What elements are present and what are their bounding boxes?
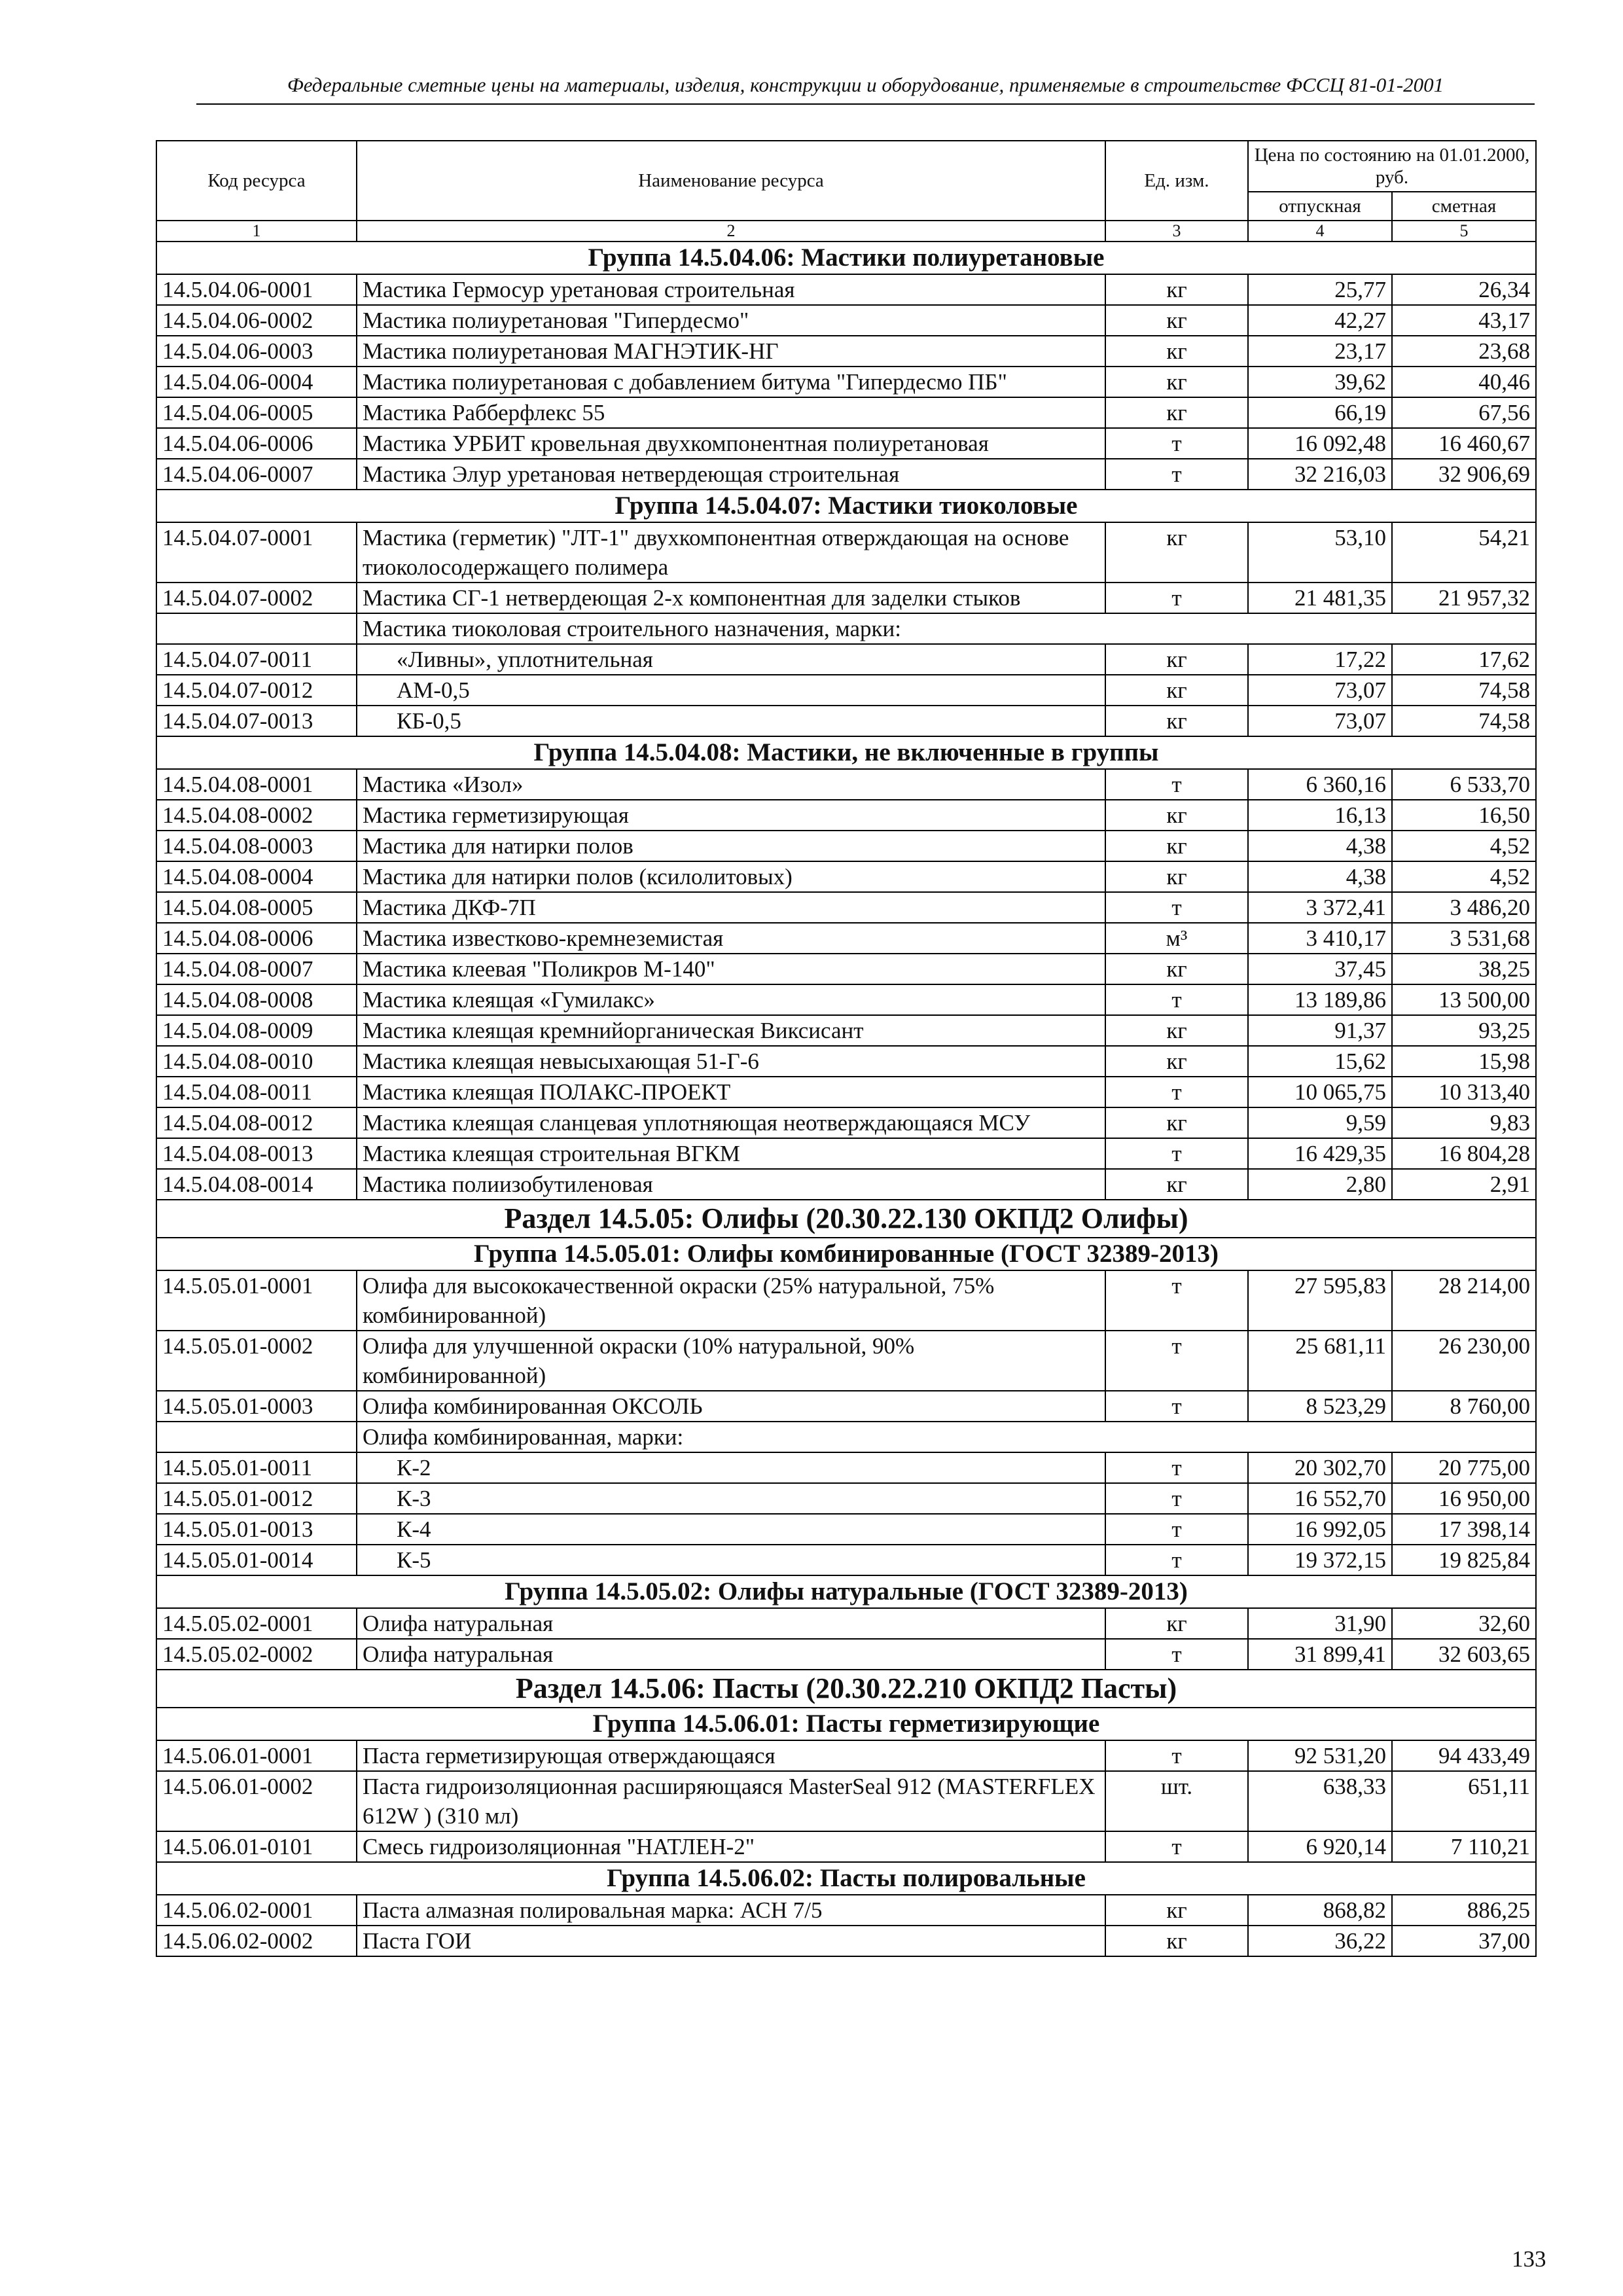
table-row xyxy=(156,1608,1536,1639)
release-price: 73,07 xyxy=(1248,675,1392,706)
table-header-row xyxy=(156,141,1536,192)
estimate-price: 15,98 xyxy=(1392,1046,1536,1077)
release-price: 9,59 xyxy=(1248,1107,1392,1138)
estimate-price: 40,46 xyxy=(1392,367,1536,397)
resource-code: 14.5.04.08-0011 xyxy=(156,1077,357,1107)
group-row xyxy=(156,1575,1536,1608)
resource-code: 14.5.04.08-0010 xyxy=(156,1046,357,1077)
column-header-unit: Ед. изм. xyxy=(1105,141,1248,221)
resource-code: 14.5.04.06-0004 xyxy=(156,367,357,397)
table-row xyxy=(156,1391,1536,1422)
table-row xyxy=(156,675,1536,706)
resource-code: 14.5.04.08-0006 xyxy=(156,923,357,954)
unit-cell: кг xyxy=(1105,831,1248,861)
unit-cell: т xyxy=(1105,1391,1248,1422)
resource-name: К-3 xyxy=(357,1483,1105,1514)
estimate-price: 19 825,84 xyxy=(1392,1545,1536,1575)
resource-code: 14.5.06.02-0002 xyxy=(156,1926,357,1956)
estimate-price: 23,68 xyxy=(1392,336,1536,367)
release-price: 31 899,41 xyxy=(1248,1639,1392,1670)
resource-code: 14.5.04.07-0013 xyxy=(156,706,357,736)
unit-cell: кг xyxy=(1105,336,1248,367)
unit-cell: кг xyxy=(1105,1015,1248,1046)
resource-name: К-4 xyxy=(357,1514,1105,1545)
resource-code: 14.5.04.06-0001 xyxy=(156,274,357,305)
group-title: Группа 14.5.04.08: Мастики, не включенные в группы xyxy=(156,736,1536,769)
group-title: Группа 14.5.04.06: Мастики полиуретановые xyxy=(156,242,1536,274)
estimate-price: 16,50 xyxy=(1392,800,1536,831)
estimate-price: 74,58 xyxy=(1392,675,1536,706)
estimate-price: 20 775,00 xyxy=(1392,1452,1536,1483)
unit-cell: м³ xyxy=(1105,923,1248,954)
table-row xyxy=(156,1740,1536,1771)
estimate-price: 6 533,70 xyxy=(1392,769,1536,800)
column-number: 3 xyxy=(1105,221,1248,242)
group-title: Группа 14.5.06.02: Пасты полировальные xyxy=(156,1862,1536,1895)
estimate-price: 28 214,00 xyxy=(1392,1270,1536,1331)
table-row xyxy=(156,367,1536,397)
estimate-price: 38,25 xyxy=(1392,954,1536,984)
release-price: 39,62 xyxy=(1248,367,1392,397)
column-number: 4 xyxy=(1248,221,1392,242)
resource-name: Мастика полиуретановая "Гипердесмо" xyxy=(357,305,1105,336)
estimate-price: 3 486,20 xyxy=(1392,892,1536,923)
group-title: Группа 14.5.06.01: Пасты герметизирующие xyxy=(156,1708,1536,1740)
unit-cell: т xyxy=(1105,984,1248,1015)
unit-cell: кг xyxy=(1105,1169,1248,1200)
resource-code: 14.5.04.08-0004 xyxy=(156,861,357,892)
table-row xyxy=(156,459,1536,490)
table-row xyxy=(156,522,1536,583)
resource-name: К-5 xyxy=(357,1545,1105,1575)
release-price: 20 302,70 xyxy=(1248,1452,1392,1483)
table-row xyxy=(156,1169,1536,1200)
empty-cell xyxy=(156,1422,357,1452)
resource-code: 14.5.06.01-0001 xyxy=(156,1740,357,1771)
unit-cell: т xyxy=(1105,1077,1248,1107)
table-row xyxy=(156,923,1536,954)
table-row xyxy=(156,769,1536,800)
release-price: 8 523,29 xyxy=(1248,1391,1392,1422)
header-rule xyxy=(196,103,1535,105)
resource-name: Мастика для натирки полов xyxy=(357,831,1105,861)
table-row xyxy=(156,1331,1536,1391)
estimate-price: 26 230,00 xyxy=(1392,1331,1536,1391)
resource-name: Мастика полиизобутиленовая xyxy=(357,1169,1105,1200)
resource-name: АМ-0,5 xyxy=(357,675,1105,706)
table-row xyxy=(156,1771,1536,1831)
table-row xyxy=(156,1926,1536,1956)
unit-cell: т xyxy=(1105,1483,1248,1514)
section-row xyxy=(156,1200,1536,1238)
estimate-price: 16 950,00 xyxy=(1392,1483,1536,1514)
resource-code: 14.5.04.08-0007 xyxy=(156,954,357,984)
table-row xyxy=(156,984,1536,1015)
estimate-price: 37,00 xyxy=(1392,1926,1536,1956)
table-row xyxy=(156,892,1536,923)
unit-cell: кг xyxy=(1105,367,1248,397)
resource-name: Мастика клеящая «Гумилакс» xyxy=(357,984,1105,1015)
column-header-estimate: сметная xyxy=(1392,192,1536,221)
group-row xyxy=(156,242,1536,274)
estimate-price: 3 531,68 xyxy=(1392,923,1536,954)
estimate-price: 32,60 xyxy=(1392,1608,1536,1639)
resource-name: Мастика клеящая ПОЛАКС-ПРОЕКТ xyxy=(357,1077,1105,1107)
resource-name: Смесь гидроизоляционная "НАТЛЕН-2" xyxy=(357,1831,1105,1862)
unit-cell: кг xyxy=(1105,1926,1248,1956)
estimate-price: 9,83 xyxy=(1392,1107,1536,1138)
group-row xyxy=(156,1862,1536,1895)
estimate-price: 2,91 xyxy=(1392,1169,1536,1200)
resource-code: 14.5.04.07-0001 xyxy=(156,522,357,583)
resource-name: Мастика «Изол» xyxy=(357,769,1105,800)
resource-code: 14.5.04.06-0006 xyxy=(156,428,357,459)
resource-code: 14.5.04.08-0001 xyxy=(156,769,357,800)
release-price: 42,27 xyxy=(1248,305,1392,336)
unit-cell: кг xyxy=(1105,800,1248,831)
unit-cell: кг xyxy=(1105,861,1248,892)
estimate-price: 74,58 xyxy=(1392,706,1536,736)
resource-name: Мастика для натирки полов (ксилолитовых) xyxy=(357,861,1105,892)
unit-cell: кг xyxy=(1105,305,1248,336)
table-row xyxy=(156,1452,1536,1483)
unit-cell: кг xyxy=(1105,1608,1248,1639)
resource-code: 14.5.05.02-0002 xyxy=(156,1639,357,1670)
column-number-row xyxy=(156,221,1536,242)
estimate-price: 43,17 xyxy=(1392,305,1536,336)
release-price: 32 216,03 xyxy=(1248,459,1392,490)
resource-name: Олифа комбинированная ОКСОЛЬ xyxy=(357,1391,1105,1422)
table-row xyxy=(156,706,1536,736)
unit-cell: т xyxy=(1105,1545,1248,1575)
release-price: 19 372,15 xyxy=(1248,1545,1392,1575)
release-price: 91,37 xyxy=(1248,1015,1392,1046)
release-price: 17,22 xyxy=(1248,644,1392,675)
resource-code: 14.5.05.01-0011 xyxy=(156,1452,357,1483)
release-price: 13 189,86 xyxy=(1248,984,1392,1015)
release-price: 3 372,41 xyxy=(1248,892,1392,923)
estimate-price: 17 398,14 xyxy=(1392,1514,1536,1545)
resource-name: Олифа натуральная xyxy=(357,1639,1105,1670)
unit-cell: т xyxy=(1105,1831,1248,1862)
resource-name: Мастика УРБИТ кровельная двухкомпонентная полиуретановая xyxy=(357,428,1105,459)
release-price: 15,62 xyxy=(1248,1046,1392,1077)
column-number: 1 xyxy=(156,221,357,242)
group-row xyxy=(156,736,1536,769)
estimate-price: 17,62 xyxy=(1392,644,1536,675)
group-title: Группа 14.5.04.07: Мастики тиоколовые xyxy=(156,490,1536,522)
estimate-price: 16 460,67 xyxy=(1392,428,1536,459)
resource-code: 14.5.06.01-0101 xyxy=(156,1831,357,1862)
unit-cell: кг xyxy=(1105,274,1248,305)
section-row xyxy=(156,1670,1536,1708)
release-price: 2,80 xyxy=(1248,1169,1392,1200)
unit-cell: кг xyxy=(1105,1107,1248,1138)
estimate-price: 886,25 xyxy=(1392,1895,1536,1926)
release-price: 16 092,48 xyxy=(1248,428,1392,459)
resource-name: Мастика клеящая сланцевая уплотняющая неотверждающаяся МСУ xyxy=(357,1107,1105,1138)
unit-cell: кг xyxy=(1105,706,1248,736)
release-price: 37,45 xyxy=(1248,954,1392,984)
resource-name: Паста гидроизоляционная расширяющаяся MasterSeal 912 (MASTERFLEX 612W ) (310 мл) xyxy=(357,1771,1105,1831)
resource-name: Мастика известково-кремнеземистая xyxy=(357,923,1105,954)
release-price: 638,33 xyxy=(1248,1771,1392,1831)
resource-code: 14.5.05.02-0001 xyxy=(156,1608,357,1639)
unit-cell: кг xyxy=(1105,954,1248,984)
resource-name: Мастика (герметик) "ЛТ-1" двухкомпонентная отверждающая на основе тиоколосодержащего полимера xyxy=(357,522,1105,583)
unit-cell: кг xyxy=(1105,1046,1248,1077)
release-price: 27 595,83 xyxy=(1248,1270,1392,1331)
resource-code: 14.5.04.06-0007 xyxy=(156,459,357,490)
column-header-price: Цена по состоянию на 01.01.2000, руб. xyxy=(1248,141,1536,192)
table-row xyxy=(156,397,1536,428)
release-price: 73,07 xyxy=(1248,706,1392,736)
unit-cell: шт. xyxy=(1105,1771,1248,1831)
table-row xyxy=(156,274,1536,305)
unit-cell: т xyxy=(1105,1740,1248,1771)
resource-name: Олифа натуральная xyxy=(357,1608,1105,1639)
resource-name: Мастика ДКФ-7П xyxy=(357,892,1105,923)
table-row xyxy=(156,1138,1536,1169)
estimate-price: 21 957,32 xyxy=(1392,583,1536,613)
release-price: 16 552,70 xyxy=(1248,1483,1392,1514)
unit-cell: т xyxy=(1105,1514,1248,1545)
group-title: Группа 14.5.05.02: Олифы натуральные (ГОСТ 32389-2013) xyxy=(156,1575,1536,1608)
release-price: 53,10 xyxy=(1248,522,1392,583)
release-price: 31,90 xyxy=(1248,1608,1392,1639)
group-row xyxy=(156,1708,1536,1740)
unit-cell: кг xyxy=(1105,644,1248,675)
price-table xyxy=(156,140,1537,1957)
resource-name: Мастика клеевая "Поликров М-140" xyxy=(357,954,1105,984)
group-row xyxy=(156,1238,1536,1270)
resource-code: 14.5.06.01-0002 xyxy=(156,1771,357,1831)
estimate-price: 93,25 xyxy=(1392,1015,1536,1046)
resource-code: 14.5.05.01-0012 xyxy=(156,1483,357,1514)
release-price: 25 681,11 xyxy=(1248,1331,1392,1391)
estimate-price: 54,21 xyxy=(1392,522,1536,583)
release-price: 10 065,75 xyxy=(1248,1077,1392,1107)
release-price: 4,38 xyxy=(1248,831,1392,861)
estimate-price: 7 110,21 xyxy=(1392,1831,1536,1862)
release-price: 6 920,14 xyxy=(1248,1831,1392,1862)
unit-cell: т xyxy=(1105,459,1248,490)
column-number: 5 xyxy=(1392,221,1536,242)
resource-name: Мастика полиуретановая с добавлением битума "Гипердесмо ПБ" xyxy=(357,367,1105,397)
resource-name: Мастика Рабберфлекс 55 xyxy=(357,397,1105,428)
table-row xyxy=(156,1639,1536,1670)
unit-cell: т xyxy=(1105,1331,1248,1391)
subheading-title: Олифа комбинированная, марки: xyxy=(357,1422,1536,1452)
estimate-price: 651,11 xyxy=(1392,1771,1536,1831)
group-row xyxy=(156,490,1536,522)
resource-code: 14.5.04.08-0013 xyxy=(156,1138,357,1169)
resource-code: 14.5.04.08-0005 xyxy=(156,892,357,923)
unit-cell: т xyxy=(1105,892,1248,923)
table-row xyxy=(156,644,1536,675)
estimate-price: 26,34 xyxy=(1392,274,1536,305)
unit-cell: т xyxy=(1105,1138,1248,1169)
resource-code: 14.5.05.01-0002 xyxy=(156,1331,357,1391)
resource-code: 14.5.04.06-0005 xyxy=(156,397,357,428)
unit-cell: т xyxy=(1105,583,1248,613)
unit-cell: т xyxy=(1105,1452,1248,1483)
unit-cell: т xyxy=(1105,1270,1248,1331)
subheading-title: Мастика тиоколовая строительного назначения, марки: xyxy=(357,613,1536,644)
estimate-price: 8 760,00 xyxy=(1392,1391,1536,1422)
release-price: 21 481,35 xyxy=(1248,583,1392,613)
resource-name: Олифа для улучшенной окраски (10% натуральной, 90% комбинированной) xyxy=(357,1331,1105,1391)
resource-name: КБ-0,5 xyxy=(357,706,1105,736)
resource-name: Мастика Элур уретановая нетвердеющая строительная xyxy=(357,459,1105,490)
resource-name: Мастика клеящая кремнийорганическая Виксисант xyxy=(357,1015,1105,1046)
column-number: 2 xyxy=(357,221,1105,242)
release-price: 16 992,05 xyxy=(1248,1514,1392,1545)
release-price: 868,82 xyxy=(1248,1895,1392,1926)
release-price: 3 410,17 xyxy=(1248,923,1392,954)
section-title: Раздел 14.5.05: Олифы (20.30.22.130 ОКПД2 Олифы) xyxy=(156,1200,1536,1238)
table-row xyxy=(156,1270,1536,1331)
resource-name: Мастика клеящая невысыхающая 51-Г-6 xyxy=(357,1046,1105,1077)
table-row xyxy=(156,428,1536,459)
unit-cell: кг xyxy=(1105,522,1248,583)
resource-code: 14.5.04.07-0002 xyxy=(156,583,357,613)
table-row xyxy=(156,1107,1536,1138)
resource-code: 14.5.05.01-0003 xyxy=(156,1391,357,1422)
estimate-price: 10 313,40 xyxy=(1392,1077,1536,1107)
table-row xyxy=(156,800,1536,831)
table-row xyxy=(156,583,1536,613)
table-row xyxy=(156,831,1536,861)
resource-code: 14.5.04.08-0012 xyxy=(156,1107,357,1138)
unit-cell: т xyxy=(1105,769,1248,800)
subheading-row xyxy=(156,613,1536,644)
resource-name: Мастика полиуретановая МАГНЭТИК-НГ xyxy=(357,336,1105,367)
table-row xyxy=(156,1831,1536,1862)
resource-code: 14.5.06.02-0001 xyxy=(156,1895,357,1926)
release-price: 16 429,35 xyxy=(1248,1138,1392,1169)
resource-code: 14.5.04.07-0011 xyxy=(156,644,357,675)
estimate-price: 13 500,00 xyxy=(1392,984,1536,1015)
resource-name: Паста ГОИ xyxy=(357,1926,1105,1956)
release-price: 4,38 xyxy=(1248,861,1392,892)
estimate-price: 67,56 xyxy=(1392,397,1536,428)
table-row xyxy=(156,336,1536,367)
release-price: 36,22 xyxy=(1248,1926,1392,1956)
estimate-price: 94 433,49 xyxy=(1392,1740,1536,1771)
column-header-code: Код ресурса xyxy=(156,141,357,221)
resource-name: Мастика Гермосур уретановая строительная xyxy=(357,274,1105,305)
resource-name: Мастика герметизирующая xyxy=(357,800,1105,831)
table-row xyxy=(156,1077,1536,1107)
resource-code: 14.5.04.07-0012 xyxy=(156,675,357,706)
running-header: Федеральные сметные цены на материалы, изделия, конструкции и оборудование, применяемые в строительстве ФССЦ 81-01-2001 xyxy=(287,73,1444,96)
section-title: Раздел 14.5.06: Пасты (20.30.22.210 ОКПД2 Пасты) xyxy=(156,1670,1536,1708)
release-price: 92 531,20 xyxy=(1248,1740,1392,1771)
resource-name: Мастика СГ-1 нетвердеющая 2-х компонентная для заделки стыков xyxy=(357,583,1105,613)
release-price: 66,19 xyxy=(1248,397,1392,428)
resource-code: 14.5.04.08-0014 xyxy=(156,1169,357,1200)
unit-cell: т xyxy=(1105,1639,1248,1670)
estimate-price: 4,52 xyxy=(1392,861,1536,892)
table-row xyxy=(156,1545,1536,1575)
release-price: 6 360,16 xyxy=(1248,769,1392,800)
unit-cell: кг xyxy=(1105,675,1248,706)
resource-code: 14.5.04.08-0002 xyxy=(156,800,357,831)
unit-cell: кг xyxy=(1105,1895,1248,1926)
unit-cell: т xyxy=(1105,428,1248,459)
table-row xyxy=(156,861,1536,892)
release-price: 25,77 xyxy=(1248,274,1392,305)
table-row xyxy=(156,1895,1536,1926)
resource-name: Паста герметизирующая отверждающаяся xyxy=(357,1740,1105,1771)
table-row xyxy=(156,305,1536,336)
resource-code: 14.5.05.01-0013 xyxy=(156,1514,357,1545)
release-price: 16,13 xyxy=(1248,800,1392,831)
resource-code: 14.5.04.08-0008 xyxy=(156,984,357,1015)
table-row xyxy=(156,954,1536,984)
resource-name: «Ливны», уплотнительная xyxy=(357,644,1105,675)
resource-code: 14.5.04.06-0003 xyxy=(156,336,357,367)
resource-name: Олифа для высококачественной окраски (25% натуральной, 75% комбинированной) xyxy=(357,1270,1105,1331)
estimate-price: 32 906,69 xyxy=(1392,459,1536,490)
resource-name: Паста алмазная полировальная марка: АСН 7/5 xyxy=(357,1895,1105,1926)
table-row xyxy=(156,1046,1536,1077)
resource-code: 14.5.04.06-0002 xyxy=(156,305,357,336)
group-title: Группа 14.5.05.01: Олифы комбинированные (ГОСТ 32389-2013) xyxy=(156,1238,1536,1270)
page-number: 133 xyxy=(1512,2246,1546,2272)
estimate-price: 16 804,28 xyxy=(1392,1138,1536,1169)
table-row xyxy=(156,1483,1536,1514)
resource-code: 14.5.04.08-0003 xyxy=(156,831,357,861)
resource-name: Мастика клеящая строительная ВГКМ xyxy=(357,1138,1105,1169)
resource-code: 14.5.04.08-0009 xyxy=(156,1015,357,1046)
resource-code: 14.5.05.01-0014 xyxy=(156,1545,357,1575)
resource-code: 14.5.05.01-0001 xyxy=(156,1270,357,1331)
estimate-price: 32 603,65 xyxy=(1392,1639,1536,1670)
empty-cell xyxy=(156,613,357,644)
table-row xyxy=(156,1514,1536,1545)
table-row xyxy=(156,1015,1536,1046)
column-header-release: отпускная xyxy=(1248,192,1392,221)
resource-name: К-2 xyxy=(357,1452,1105,1483)
release-price: 23,17 xyxy=(1248,336,1392,367)
subheading-row xyxy=(156,1422,1536,1452)
unit-cell: кг xyxy=(1105,397,1248,428)
estimate-price: 4,52 xyxy=(1392,831,1536,861)
column-header-name: Наименование ресурса xyxy=(357,141,1105,221)
